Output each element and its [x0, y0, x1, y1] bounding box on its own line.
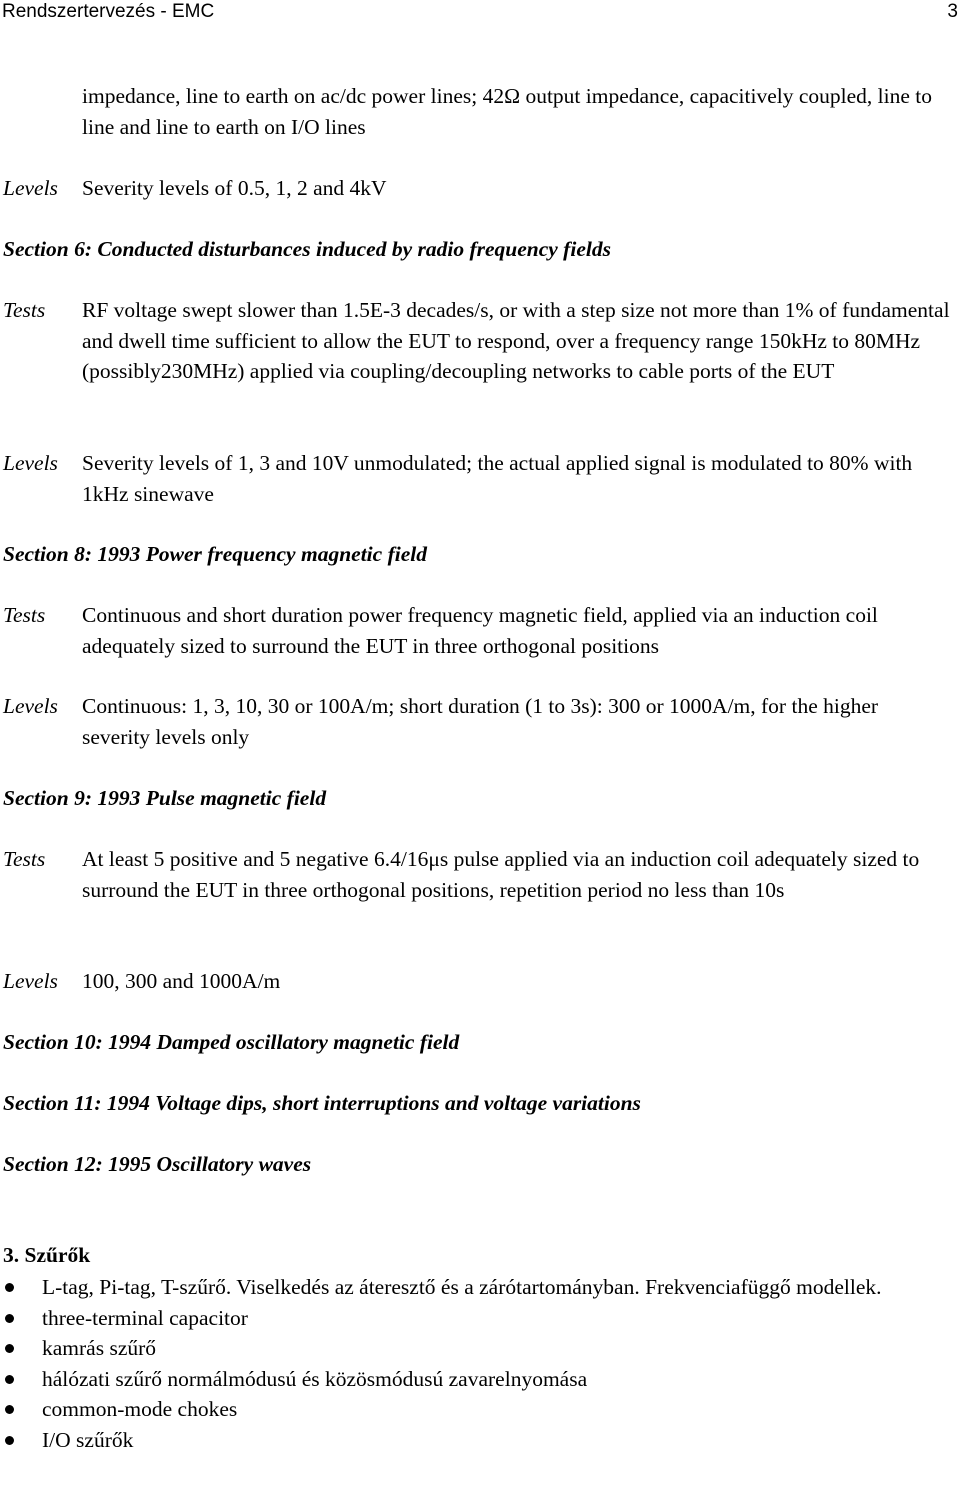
- tests-label: Tests: [3, 603, 46, 627]
- list-item: I/O szűrők: [0, 1425, 958, 1456]
- continuation-text: impedance, line to earth on ac/dc power lines; 42Ω output impedance, capacitively coupled, line to line and line to earth on I/O lines: [82, 84, 933, 139]
- list-item: three-terminal capacitor: [0, 1303, 958, 1334]
- chapter3-heading: 3. Szűrők: [3, 1243, 91, 1267]
- list-item: common-mode chokes: [0, 1394, 958, 1425]
- section6-tests-text: RF voltage swept slower than 1.5E-3 decades/s, or with a step size not more than 1% of fundamental and dwell time sufficient to allow the EUT to respond, over a frequency range 150kHz to 80MHz (possibly230MHz) applied via coupling/decoupling networks to cable ports of the EUT: [82, 298, 950, 383]
- section8-tests-text: Continuous and short duration power frequency magnetic field, applied via an induction coil adequately sized to surround the EUT in three orthogonal positions: [82, 603, 878, 658]
- list-item: L-tag, Pi-tag, T-szűrő. Viselkedés az áteresztő és a zárótartományban. Frekvenciafüggő modellek.: [0, 1272, 958, 1303]
- section8-levels-text: Continuous: 1, 3, 10, 30 or 100A/m; short duration (1 to 3s): 300 or 1000A/m, for the higher severity levels only: [82, 694, 879, 749]
- section9-tests-text: At least 5 positive and 5 negative 6.4/16μs pulse applied via an induction coil adequately sized to surround the EUT in three orthogonal positions, repetition period no less than 10s: [82, 847, 920, 902]
- section10-heading: Section 10: 1994 Damped oscillatory magnetic field: [3, 1030, 460, 1054]
- section6-heading: Section 6: Conducted disturbances induced by radio frequency fields: [3, 237, 611, 261]
- list-item: kamrás szűrő: [0, 1333, 958, 1364]
- tests-label: Tests: [3, 298, 46, 322]
- levels-label: Levels: [3, 451, 58, 475]
- section9-levels-text: 100, 300 and 1000A/m: [82, 969, 281, 993]
- section9-heading: Section 9: 1993 Pulse magnetic field: [3, 786, 327, 810]
- levels-label: Levels: [3, 969, 58, 993]
- filter-topic-list: [0, 1272, 958, 1455]
- levels-label: Levels: [3, 176, 58, 200]
- section8-heading: Section 8: 1993 Power frequency magnetic field: [3, 542, 427, 566]
- page-header: [0, 0, 960, 32]
- levels-label: Levels: [3, 694, 58, 718]
- page-number: 3: [947, 1, 958, 22]
- section11-heading: Section 11: 1994 Voltage dips, short interruptions and voltage variations: [3, 1091, 641, 1115]
- section5-levels-text: Severity levels of 0.5, 1, 2 and 4kV: [82, 176, 387, 200]
- section12-heading: Section 12: 1995 Oscillatory waves: [3, 1152, 312, 1176]
- section6-levels-text: Severity levels of 1, 3 and 10V unmodulated; the actual applied signal is modulated to 80% with 1kHz sinewave: [82, 451, 913, 506]
- list-item: hálózati szűrő normálmódusú és közösmódusú zavarelnyomása: [0, 1364, 958, 1395]
- tests-label: Tests: [3, 847, 46, 871]
- document-title: Rendszertervezés - EMC: [2, 1, 215, 22]
